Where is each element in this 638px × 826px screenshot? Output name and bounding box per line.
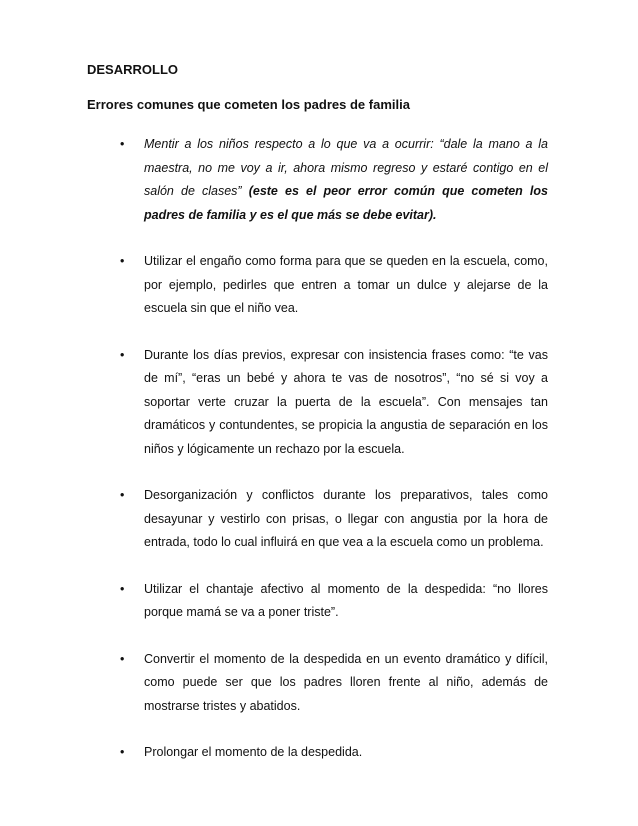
list-item-4: [87, 484, 548, 555]
bullet-icon: •: [120, 254, 125, 268]
list-item-text: Prolongar el momento de la despedida.: [144, 745, 363, 759]
bullet-icon: •: [120, 137, 125, 151]
list-item-text: Mentir a los niños respecto a lo que va a ocurrir: “dale la mano a la maestra, no me voy a ir, ahora mismo regreso y estaré contigo en el salón de clases”: [144, 137, 548, 198]
list-item-text: Convertir el momento de la despedida en un evento dramático y difícil, como puede ser que los padres lloren frente al niño, además de mostrarse tristes y abatidos.: [144, 651, 548, 713]
bullet-icon: •: [120, 488, 125, 502]
errors-list: [87, 133, 548, 765]
bullet-icon: •: [120, 745, 125, 759]
bullet-icon: •: [120, 651, 125, 666]
list-item-5: [87, 578, 548, 625]
list-item-text: Desorganización y conflictos durante los preparativos, tales como desayunar y vestirlo con prisas, o llegar con angustia por la hora de entrada, todo lo cual influirá en que vea a la escuela como un problema.: [144, 488, 548, 549]
bullet-icon: •: [120, 347, 125, 362]
list-item-text: Utilizar el chantaje afectivo al momento de la despedida: “no llores porque mamá se va a poner triste”.: [144, 581, 548, 619]
list-item-7: [87, 741, 548, 765]
list-item-2: [87, 250, 548, 321]
section-title: DESARROLLO: [87, 62, 178, 77]
list-item-6: [87, 648, 548, 719]
list-item-1: [87, 133, 548, 227]
list-item-emphasis: (este es el peor error común que cometen los padres de familia y es el que más se debe evitar).: [144, 184, 548, 222]
bullet-icon: •: [120, 581, 125, 596]
list-item-text: Utilizar el engaño como forma para que se queden en la escuela, como, por ejemplo, pedirles que entren a tomar un dulce y alejarse de la escuela sin que el niño vea.: [144, 254, 548, 315]
section-subtitle: Errores comunes que cometen los padres de familia: [87, 97, 410, 112]
list-item-3: [87, 344, 548, 462]
list-item-text: Durante los días previos, expresar con insistencia frases como: “te vas de mí”, “eras un bebé y ahora te vas de nosotros”, “no sé si voy a soportar verte cruzar la puerta de la escuela”. Con mensajes tan dramáticos y contundentes, se propicia la angustia de separación en los niños y lógicamente un rechazo por la escuela.: [144, 347, 548, 456]
